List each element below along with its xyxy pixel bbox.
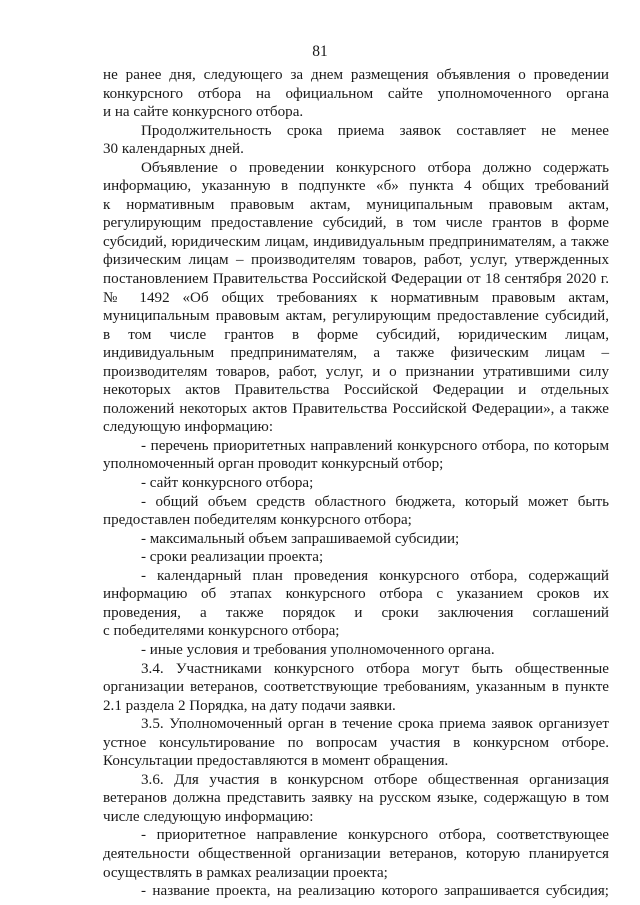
text-line: устное консультирование по вопросам участия в конкурсном отборе. bbox=[103, 734, 609, 751]
text-line: - общий объем средств областного бюджета, который может быть bbox=[141, 493, 609, 510]
text-line: субсидий, юридическим лицам, индивидуальным предпринимателям, а также bbox=[103, 233, 609, 250]
text-line: некоторых актов Правительства Российской Федерации и отдельных bbox=[103, 382, 609, 399]
text-line: 30 календарных дней. bbox=[103, 141, 244, 158]
document-body bbox=[103, 66, 609, 901]
text-line: Консультации предоставляются в момент обращения. bbox=[103, 753, 449, 770]
text-line: - сайт конкурсного отбора; bbox=[141, 475, 314, 492]
text-line: числе следующую информацию: bbox=[103, 808, 314, 825]
text-line: 2.1 раздела 2 Порядка, на дату подачи заявки. bbox=[103, 697, 396, 714]
text-line: 3.4. Участниками конкурсного отбора могут быть общественные bbox=[141, 660, 609, 677]
text-line: Объявление о проведении конкурсного отбора должно содержать bbox=[141, 159, 609, 176]
text-line: организации ветеранов, соответствующие требованиям, указанным в пункте bbox=[103, 679, 609, 696]
text-line: - сроки реализации проекта; bbox=[141, 549, 324, 566]
text-line: к нормативным правовым актам, муниципальным правовым актам, bbox=[103, 196, 609, 213]
text-line: - календарный план проведения конкурсного отбора, содержащий bbox=[141, 567, 609, 584]
text-line: и на сайте конкурсного отбора. bbox=[103, 104, 304, 121]
text-line: информацию, указанную в подпункте «б» пункта 4 общих требований bbox=[103, 178, 609, 195]
text-line: следующую информацию: bbox=[103, 419, 274, 436]
text-line: предоставлен победителям конкурсного отбора; bbox=[103, 512, 412, 529]
text-line: физическим лицам – производителям товаров, работ, услуг, утвержденных bbox=[103, 252, 609, 269]
text-line: ветеранов должна представить заявку на русском языке, содержащую в том bbox=[103, 790, 609, 807]
text-line: постановлением Правительства Российской Федерации от 18 сентября 2020 г. bbox=[103, 271, 609, 288]
text-line: № 1492 «Об общих требованиях к нормативным правовым актам, bbox=[103, 289, 609, 306]
text-line: 3.6. Для участия в конкурсном отборе общественная организация bbox=[141, 771, 609, 788]
page-number: 81 bbox=[312, 43, 328, 60]
text-line: положений некоторых актов Правительства Российской Федерации», а также bbox=[103, 400, 609, 417]
text-line: - иные условия и требования уполномоченного органа. bbox=[141, 641, 495, 658]
text-line: осуществлять в рамках реализации проекта; bbox=[103, 864, 388, 881]
text-line: производителям товаров, работ, услуг, и о признании утратившими силу bbox=[103, 363, 609, 380]
text-line: конкурсного отбора на официальном сайте уполномоченного органа bbox=[103, 85, 609, 102]
text-line: - максимальный объем запрашиваемой субсидии; bbox=[141, 530, 460, 547]
text-line: информацию об этапах конкурсного отбора с указанием сроков их bbox=[103, 586, 609, 603]
text-line: проведения, а также порядок и сроки заключения соглашений bbox=[103, 604, 609, 621]
text-line: Продолжительность срока приема заявок составляет не менее bbox=[141, 122, 609, 139]
text-line: в том числе грантов в форме субсидий, юридическим лицам, bbox=[103, 326, 609, 343]
text-line: не ранее дня, следующего за днем размещения объявления о проведении bbox=[103, 67, 609, 83]
text-line: деятельности общественной организации ветеранов, которую планируется bbox=[103, 845, 609, 862]
text-line: с победителями конкурсного отбора; bbox=[103, 623, 340, 640]
text-line: - название проекта, на реализацию которого запрашивается субсидия; bbox=[141, 883, 609, 900]
text-line: - приоритетное направление конкурсного отбора, соответствующее bbox=[141, 827, 609, 844]
text-line: муниципальным правовым актам, регулирующим предоставление субсидий, bbox=[103, 308, 609, 325]
text-line: уполномоченный орган проводит конкурсный отбор; bbox=[103, 456, 444, 473]
text-line: 3.5. Уполномоченный орган в течение срока приема заявок организует bbox=[141, 716, 609, 733]
text-line: регулирующим предоставление субсидий, в том числе грантов в форме bbox=[103, 215, 609, 232]
text-line: - перечень приоритетных направлений конкурсного отбора, по которым bbox=[141, 437, 609, 454]
text-line: индивидуальным предпринимателям, а также физическим лицам – bbox=[103, 345, 609, 362]
